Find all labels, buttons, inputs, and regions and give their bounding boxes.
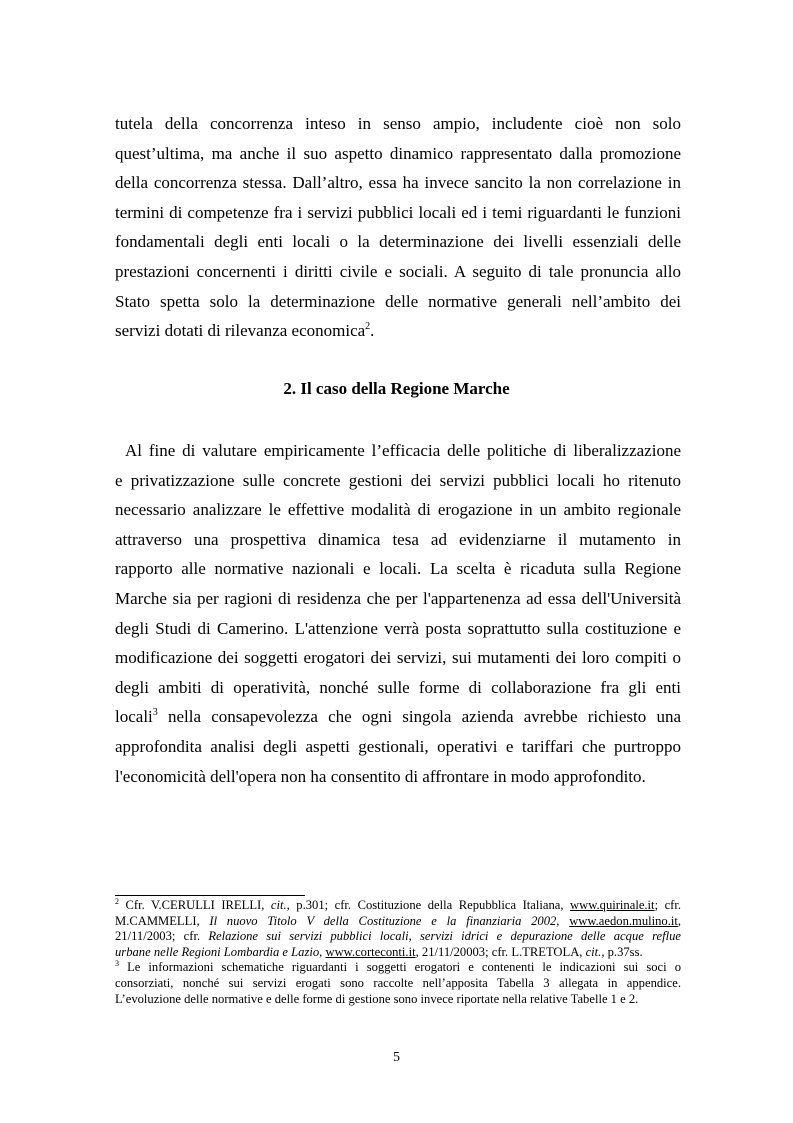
text-line: quest’ultima, ma anche il suo aspetto dinamico rappresentato dalla promozione [115, 143, 681, 163]
text-segment: ; cfr. [654, 898, 682, 912]
page-number: 5 [393, 1050, 400, 1065]
text-line: degli Studi di Camerino. L'attenzione verrà posta soprattutto sulla costituzione e [115, 618, 681, 638]
text-segment: M.CAMMELLI, [115, 913, 210, 928]
text-line: necessario analizzare le effettive modalità di erogazione in un ambito regionale [115, 500, 681, 520]
section-heading: 2. Il caso della Regione Marche [283, 379, 510, 398]
footnote-2-line [115, 898, 681, 914]
text-line: attraverso una prospettiva dinamica tesa ad evidenziarne il mutamento in [115, 529, 681, 549]
footnote-ref-2[interactable]: 2 [365, 321, 371, 333]
text-segment: , 21/11/20003; cfr. L.TRETOLA, [415, 944, 586, 959]
text-segment: urbane nelle Regioni Lombardia e Lazio [115, 944, 320, 959]
footnote-3-line: consorziati, nonché sui servizi erogati sono raccolte nell’apposita Tabella 3 allegata in appendice. [115, 975, 681, 990]
link-quirinale[interactable]: www.quirinale.it [570, 898, 655, 912]
text-segment: p.37ss. [604, 944, 643, 959]
text-line: degli ambiti di operatività, nonché sulle forme di collaborazione fra gli enti [115, 677, 681, 697]
footnote-ref-3[interactable]: 3 [152, 707, 158, 719]
text-segment: , [556, 913, 570, 928]
text-segment: nella consapevolezza che ogni singola azienda avrebbe richiesto una [157, 707, 681, 727]
text-line-last: l'economicità dell'opera non ha consentito di affrontare in modo approfondito. [115, 766, 646, 786]
footnote-number: 3 [115, 959, 119, 969]
footnote-2-line [115, 929, 681, 945]
text-line: rapporto alle normative nazionali e locali. La scelta è ricaduta sulla Regione [115, 559, 681, 579]
text-line: termini di competenze fra i servizi pubblici locali ed i temi riguardanti le funzioni [115, 202, 681, 222]
footnote-number: 2 [115, 897, 119, 906]
text-segment: , [319, 944, 326, 959]
text-segment: locali [115, 707, 153, 727]
footnote-2-line [115, 914, 681, 930]
text-segment: servizi dotati di rilevanza economica [115, 321, 366, 341]
text-line [115, 702, 681, 732]
footnotes [115, 898, 681, 1007]
text-line-last [115, 316, 681, 346]
text-segment: Relazione sui servizi pubblici locali, servizi idrici e depurazione delle acque reflue [208, 929, 681, 944]
text-segment: , p.301; cfr. Costituzione della Repubblica Italiana, [286, 898, 571, 912]
link-aedon[interactable]: www.aedon.mulino.it [569, 913, 678, 928]
text-segment: . [370, 321, 375, 341]
footnote-2-line [115, 945, 681, 961]
text-segment: Le informazioni schematiche riguardanti i soggetti erogatori e contenenti le indicazioni sui soci o [119, 960, 681, 975]
footnote-3-line [115, 960, 681, 976]
paragraph-2 [115, 436, 681, 791]
text-line: della concorrenza stessa. Dall’altro, essa ha invece sancito la non correlazione in [115, 173, 681, 193]
text-line: fondamentali degli enti locali o la determinazione dei livelli essenziali delle [115, 232, 681, 252]
text-line: tutela della concorrenza inteso in senso ampio, includente cioè non solo [115, 114, 681, 133]
text-line: approfondita analisi degli aspetti gestionali, operativi e tariffari che purtroppo [115, 736, 681, 756]
text-segment: Cfr. V.CERULLI IRELLI, [119, 898, 271, 912]
text-line: modificazione dei soggetti erogatori dei servizi, sui mutamenti dei loro compiti o [115, 648, 681, 668]
link-corteconti[interactable]: www.corteconti.it [325, 944, 416, 959]
text-segment: cit. [270, 898, 287, 912]
text-segment: 21/11/2003; cfr. [115, 929, 209, 944]
text-segment: cit., [585, 944, 605, 959]
text-line: Marche sia per ragioni di residenza che per l'appartenenza ad essa dell'Università [115, 588, 681, 608]
footnote-3-line: L’evoluzione delle normative e delle forme di gestione sono invece riportate nella relative Tabelle 1 e 2. [115, 991, 639, 1006]
text-line: prestazioni concernenti i diritti civile e sociali. A seguito di tale pronuncia allo [115, 261, 681, 281]
footnote-divider [115, 895, 305, 896]
text-segment: , [677, 913, 682, 928]
text-line: e privatizzazione sulle concrete gestioni dei servizi pubblici locali ho ritenuto [115, 470, 681, 490]
text-line: Stato spetta solo la determinazione delle normative generali nell’ambito dei [115, 291, 681, 311]
text-line: Al fine di valutare empiricamente l’efficacia delle politiche di liberalizzazione [125, 441, 681, 460]
text-segment: Il nuovo Titolo V della Costituzione e la finanziaria 2002 [209, 913, 557, 928]
paragraph-1 [115, 109, 681, 346]
